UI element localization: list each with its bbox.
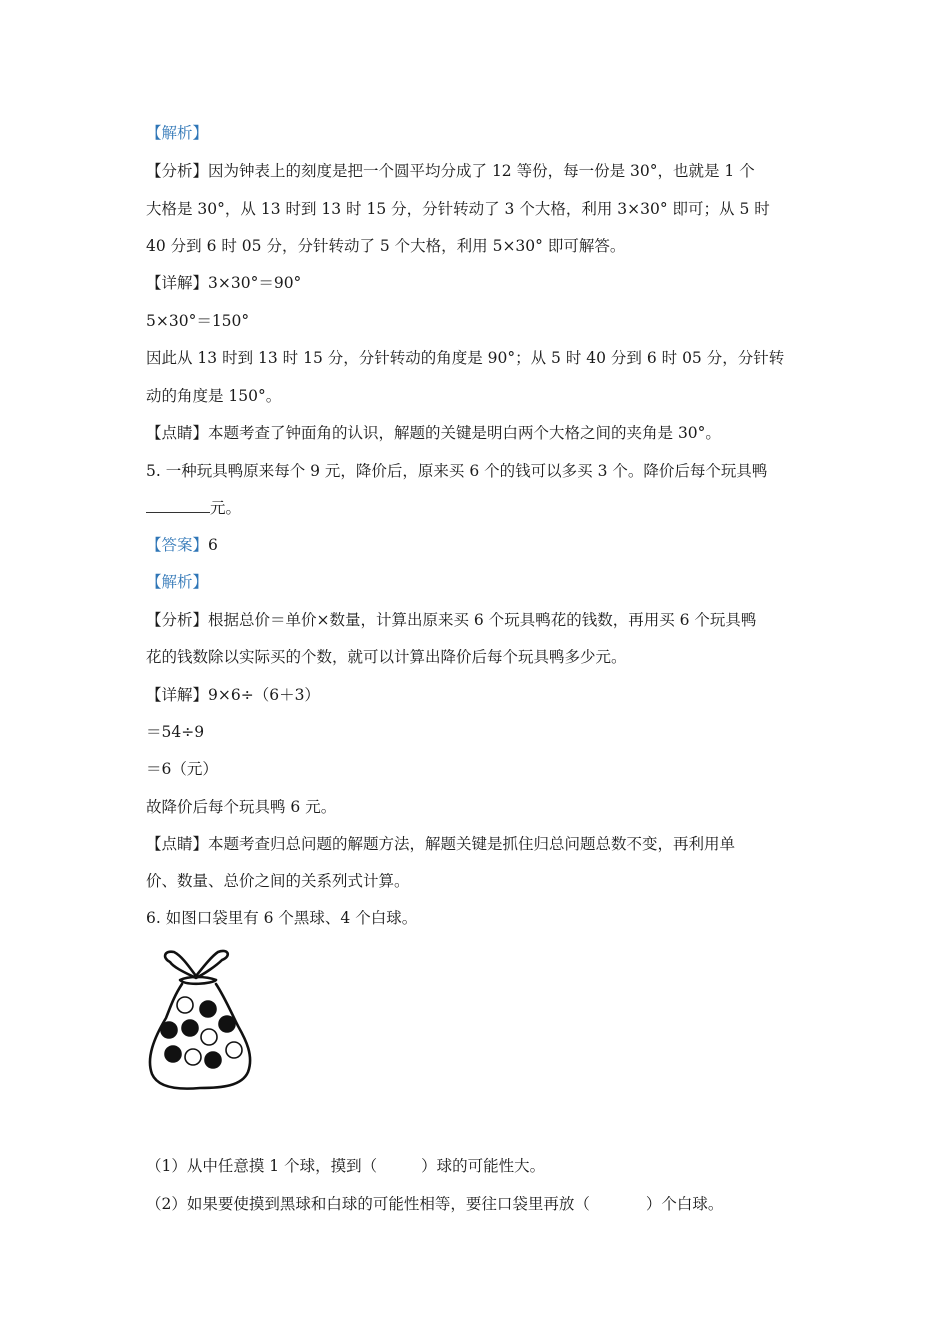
black-ball bbox=[205, 1052, 221, 1068]
analysis2-text: 根据总价＝单价×数量，计算出原来买 6 个玩具鸭花的钱数，再用买 6 个玩具鸭 bbox=[208, 611, 757, 629]
answer-value: 6 bbox=[208, 536, 218, 554]
analysis-label: 【分析】 bbox=[146, 162, 209, 180]
question-6-sub-2 bbox=[146, 1193, 723, 1215]
white-ball bbox=[185, 1049, 201, 1065]
detail2-equation-2: ＝54÷9 bbox=[146, 723, 205, 741]
analysis2-line-2: 花的钱数除以实际买的个数，就可以计算出降价后每个玩具鸭多少元。 bbox=[146, 648, 627, 666]
question-6-sub-1 bbox=[146, 1155, 545, 1177]
sub2-suffix: ）个白球。 bbox=[645, 1195, 724, 1213]
analysis2-line-1 bbox=[146, 609, 756, 631]
analysis2-label: 【分析】 bbox=[146, 611, 209, 629]
detail2-equation-3: ＝6（元） bbox=[146, 760, 218, 778]
detail-equation: 3×30°＝90° bbox=[208, 274, 302, 292]
analysis-line-3: 40 分到 6 时 05 分，分针转动了 5 个大格，利用 5×30° 即可解答。 bbox=[146, 237, 626, 255]
white-ball bbox=[177, 997, 193, 1013]
analysis-line-1 bbox=[146, 160, 755, 182]
black-ball bbox=[161, 1022, 177, 1038]
dianjing-line-1 bbox=[146, 422, 721, 444]
sub1-prefix: （1）从中任意摸 1 个球，摸到（ bbox=[146, 1157, 378, 1175]
black-ball bbox=[165, 1046, 181, 1062]
detail-equation-2: 5×30°＝150° bbox=[146, 312, 250, 330]
detail-conclusion-1: 因此从 13 时到 13 时 15 分，分针转动的角度是 90°；从 5 时 40 分到 6 时 05 分，分针转 bbox=[146, 349, 785, 367]
question-6-stem: 6. 如图口袋里有 6 个黑球、4 个白球。 bbox=[146, 909, 418, 927]
analysis-text: 因为钟表上的刻度是把一个圆平均分成了 12 等份，每一份是 30°，也就是 1 个 bbox=[208, 162, 755, 180]
black-ball bbox=[182, 1020, 198, 1036]
dianjing-text: 本题考查了钟面角的认识，解题的关键是明白两个大格之间的夹角是 30°。 bbox=[208, 424, 721, 442]
detail-line-1 bbox=[146, 272, 301, 294]
dianjing2-line-1 bbox=[146, 833, 735, 855]
question-5-blank-line bbox=[146, 497, 241, 519]
detail2-label: 【详解】 bbox=[146, 686, 209, 704]
jiexi-heading-2: 【解析】 bbox=[146, 573, 209, 591]
sub2-prefix: （2）如果要使摸到黑球和白球的可能性相等，要往口袋里再放（ bbox=[146, 1195, 590, 1213]
dianjing2-line-2: 价、数量、总价之间的关系列式计算。 bbox=[146, 872, 410, 890]
bag-tie-loops bbox=[165, 951, 228, 978]
answer-blank[interactable] bbox=[146, 498, 210, 513]
white-ball bbox=[226, 1042, 242, 1058]
detail2-conclusion: 故降价后每个玩具鸭 6 元。 bbox=[146, 798, 337, 816]
dianjing2-text: 本题考查归总问题的解题方法，解题关键是抓住归总问题总数不变，再利用单 bbox=[208, 835, 736, 853]
bag-neck bbox=[180, 977, 216, 984]
black-ball bbox=[219, 1016, 235, 1032]
answer-label: 【答案】 bbox=[146, 536, 209, 554]
dianjing-label: 【点睛】 bbox=[146, 424, 209, 442]
detail2-line-1 bbox=[146, 684, 320, 706]
detail2-equation: 9×6÷（6＋3） bbox=[208, 686, 320, 704]
question-5-tail: 元。 bbox=[210, 499, 242, 517]
question-5-stem: 5. 一种玩具鸭原来每个 9 元，降价后，原来买 6 个的钱可以多买 3 个。降价后每个玩具鸭 bbox=[146, 462, 768, 480]
white-ball bbox=[201, 1029, 217, 1045]
sub1-suffix: ）球的可能性大。 bbox=[421, 1157, 546, 1175]
ball-bag-illustration bbox=[144, 946, 256, 1092]
answer-line bbox=[146, 534, 218, 556]
black-ball bbox=[200, 1001, 216, 1017]
jiexi-heading-1: 【解析】 bbox=[146, 124, 209, 142]
detail-conclusion-2: 动的角度是 150°。 bbox=[146, 387, 282, 405]
detail-label: 【详解】 bbox=[146, 274, 209, 292]
analysis-line-2: 大格是 30°，从 13 时到 13 时 15 分，分针转动了 3 个大格，利用 3×30° 即可；从 5 时 bbox=[146, 200, 770, 218]
dianjing2-label: 【点睛】 bbox=[146, 835, 209, 853]
